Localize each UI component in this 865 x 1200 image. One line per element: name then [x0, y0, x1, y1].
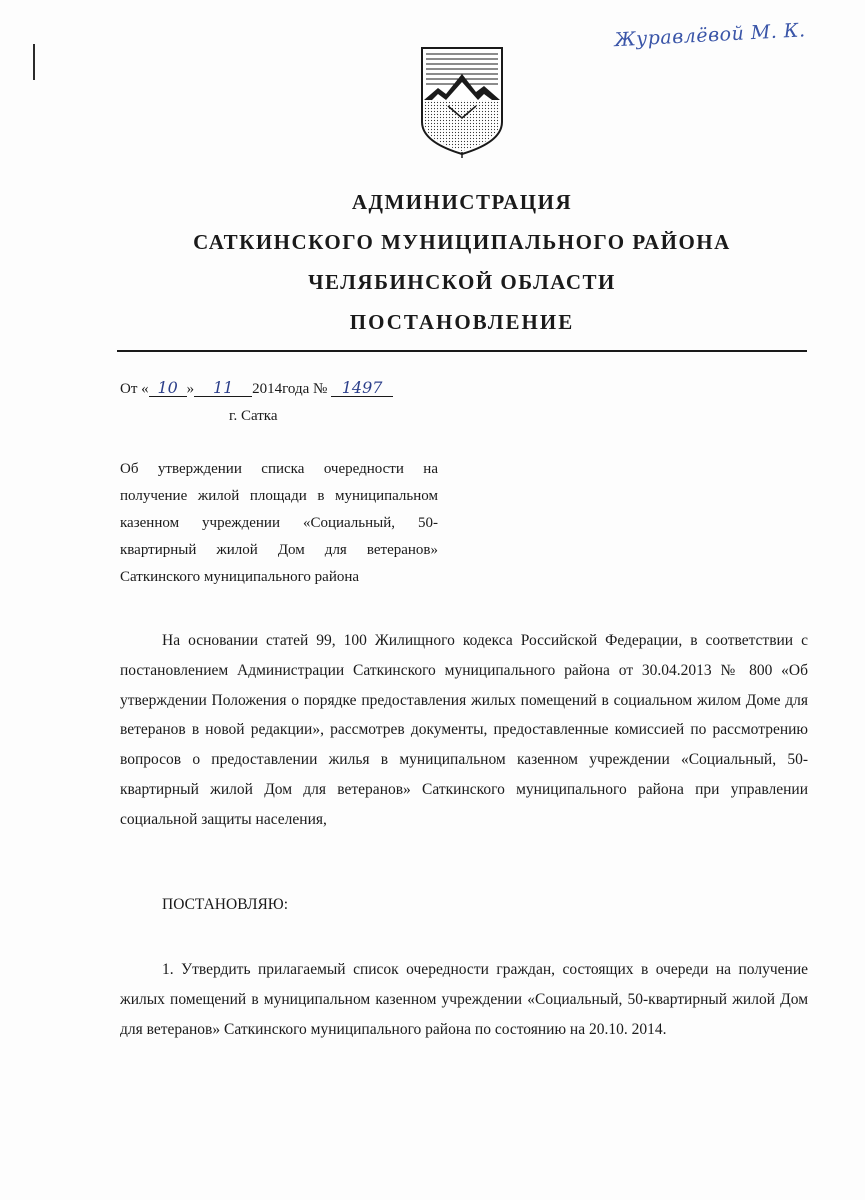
- handwritten-addressee-note: Журавлёвой М. К.: [613, 19, 807, 52]
- header-divider: [117, 350, 807, 352]
- subject-line-1: Об утверждении списка очередности на: [120, 461, 438, 477]
- document-subject: [120, 456, 438, 591]
- subject-line-5: Саткинского муниципального района: [120, 569, 360, 585]
- coat-of-arms-icon: [418, 44, 506, 160]
- margin-mark: [33, 44, 35, 80]
- city-name: г. Сатка: [229, 408, 278, 424]
- document-type: ПОСТАНОВЛЕНИЕ: [349, 310, 575, 334]
- resolution-items: [120, 955, 808, 1044]
- subject-line-3: казенном учреждении «Социальный, 50-: [120, 515, 438, 531]
- date-day: 10: [149, 380, 187, 397]
- issuing-authority: [117, 182, 807, 302]
- subject-line-2: получение жилой площади в муниципальном: [120, 488, 438, 504]
- authority-line-3: ЧЕЛЯБИНСКОЙ ОБЛАСТИ: [308, 270, 616, 294]
- document-number: 1497: [331, 380, 393, 397]
- date-month: 11: [194, 380, 252, 397]
- preamble: [120, 626, 808, 835]
- date-prefix: От «: [120, 381, 149, 397]
- subject-line-4: квартирный жилой Дом для ветеранов»: [120, 542, 438, 558]
- authority-line-2: САТКИНСКОГО МУНИЦИПАЛЬНОГО РАЙОНА: [193, 230, 731, 254]
- decree-heading: ПОСТАНОВЛЯЮ:: [162, 896, 289, 913]
- authority-line-1: АДМИНИСТРАЦИЯ: [351, 190, 573, 214]
- preamble-paragraph: На основании статей 99, 100 Жилищного кодекса Российской Федерации, в соответствии с постановлением Администрации Саткинского муниципального района от 30.04.2013 № 800 «Об утверждении Положения о порядке предоставления жилых помещений в социальном жилом Доме для ветеранов в новой редакции», рассмотрев документы, предоставленные комиссией по рассмотрению вопросов о предоставлении жилья в муниципальном казенном учреждении «Социальный, 50-квартирный жилой Дом для ветеранов» Саткинского муниципального района при управлении социальной защиты населения,: [120, 632, 808, 828]
- date-year: 2014года №: [252, 381, 328, 397]
- resolution-item-1: 1. Утвердить прилагаемый список очередности граждан, состоящих в очереди на получение жилых помещений в муниципальном казенном учреждении «Социальный, 50-квартирный жилой Дом для ветеранов» Саткинского муниципального района по состоянию на 20.10. 2014.: [120, 961, 808, 1038]
- date-number-line: [120, 380, 393, 398]
- date-mid: »: [186, 381, 195, 397]
